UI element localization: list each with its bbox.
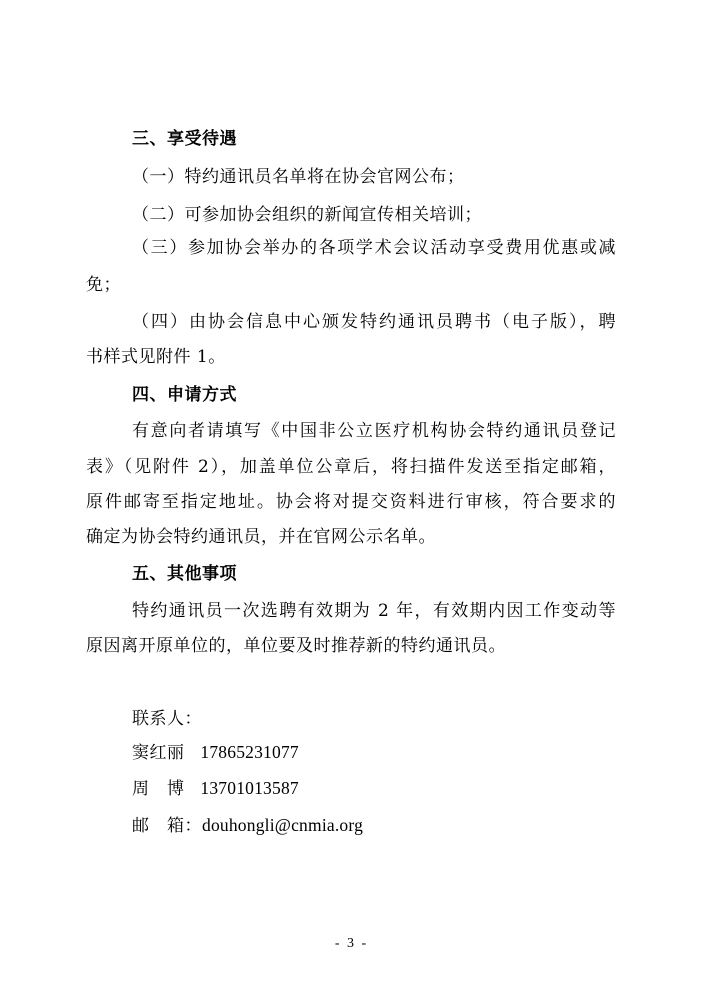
contact-1-phone: 17865231077 bbox=[200, 742, 299, 762]
contact-1-name: 窦红丽 bbox=[132, 743, 185, 763]
email-address: douhongli@cnmia.org bbox=[202, 815, 364, 835]
section-3-item-1: （一）特约通讯员名单将在协会官网公布； bbox=[132, 167, 465, 187]
section-4-para-line-3: 原件邮寄至指定地址。协会将对提交资料进行审核，符合要求的 bbox=[86, 492, 616, 512]
email-label: 邮 箱： bbox=[132, 816, 202, 836]
contact-2-name: 周 博 bbox=[132, 779, 185, 799]
section-4-para-line-1: 有意向者请填写《中国非公立医疗机构协会特约通讯员登记 bbox=[132, 421, 616, 441]
section-3-item-4-line-2: 书样式见附件 1。 bbox=[86, 347, 226, 367]
contact-email-row bbox=[132, 814, 363, 837]
section-3-item-2: （二）可参加协会组织的新闻宣传相关培训； bbox=[132, 205, 482, 225]
contact-row-2 bbox=[132, 777, 299, 800]
page-number: - 3 - bbox=[334, 936, 369, 951]
contact-2-phone: 13701013587 bbox=[200, 778, 299, 798]
section-3-heading: 三、享受待遇 bbox=[132, 129, 237, 149]
contacts-title: 联系人： bbox=[132, 709, 202, 729]
section-4-para-line-4: 确定为协会特约通讯员，并在官网公示名单。 bbox=[86, 527, 436, 547]
section-4-heading: 四、申请方式 bbox=[132, 385, 237, 405]
section-5-heading: 五、其他事项 bbox=[132, 564, 237, 584]
section-5-para-line-2: 原因离开原单位的，单位要及时推荐新的特约通讯员。 bbox=[86, 636, 506, 656]
section-5-para-line-1: 特约通讯员一次选聘有效期为 2 年，有效期内因工作变动等 bbox=[132, 601, 616, 621]
section-3-item-3-line-2: 免； bbox=[86, 275, 121, 295]
section-3-item-3-line-1: （三）参加协会举办的各项学术会议活动享受费用优惠或减 bbox=[132, 238, 616, 258]
section-3-item-4-line-1: （四）由协会信息中心颁发特约通讯员聘书（电子版），聘 bbox=[132, 312, 616, 332]
section-4-para-line-2: 表》（见附件 2），加盖单位公章后，将扫描件发送至指定邮箱， bbox=[86, 457, 616, 477]
contact-row-1 bbox=[132, 741, 299, 764]
